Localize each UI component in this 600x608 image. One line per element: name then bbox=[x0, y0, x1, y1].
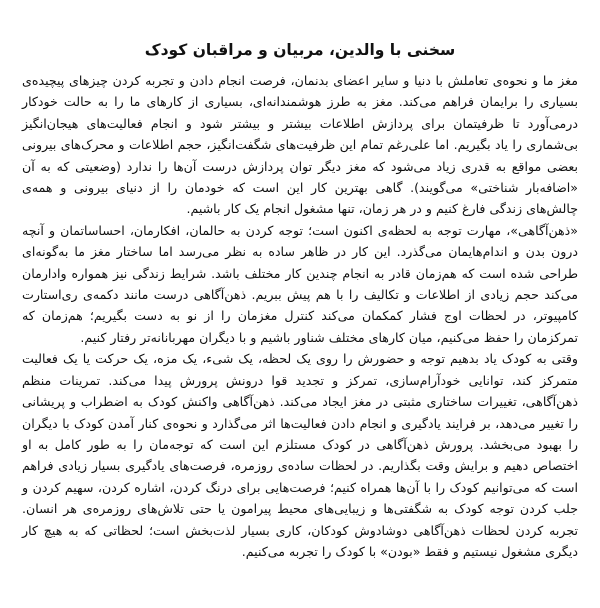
page-title: سخنی با والدین، مربیان و مراقبان کودک bbox=[144, 41, 456, 59]
paragraph: وقتی به کودک یاد بدهیم توجه و حضورش را روی یک لحظه، یک شیء، یک مزه، یک حرکت یا یک فعالیت متمرکز کند، توانایی خودآرام‌سازی، تمرکز و تجدید قوا درونش پرورش پیدا می‌کند. تمرینات منظم ذهن‌آگاهی، تغییرات ساختاری مثبتی در مغز ایجاد می‌کند. ذهن‌آگاهی واکنش کودک به اضطراب و پریشانی را تغییر می‌دهد، بر فرایند یادگیری و انجام دادن فعالیت‌ها اثر می‌گذارد و نحوه‌ی کنار آمدن کودک با دیگران را بهبود می‌بخشد. پرورش ذهن‌آگاهی در کودک مستلزم این است که توجه‌مان را به طور کامل به او اختصاص دهیم و برایش وقت بگذاریم. در لحظات ساده‌ی روزمره، فرصت‌های یادگیری بسیار زیادی فراهم است که می‌توانیم کودک را با آن‌ها همراه کنیم؛ فرصت‌هایی برای درنگ کردن، اشاره کردن، سهیم کردن و جلب کردن توجه کودک به شگفتی‌ها و زیبایی‌های محیط پیرامون یا حتی تلاش‌های روزمره‌ی هر انسان. تجربه کردن لحظات ذهن‌آگاهی دوشادوش کودکان، کاری بسیار لذت‌بخش است؛ لحظاتی که به هیچ کار دیگری مشغول نیستیم و فقط «بودن» با کودک را تجربه می‌کنیم. bbox=[22, 351, 578, 559]
paragraph: مغز ما و نحوه‌ی تعاملش با دنیا و سایر اعضای بدنمان، فرصت انجام دادن و تجربه کردن چیزهای پیچیده‌ی بسیاری را برایمان فراهم می‌کند. مغز به طرز هوشمندانه‌ای، بسیاری از کارهای ما را به حالت خودکار درمی‌آورد تا ظرفیتمان برای پردازش اطلاعات بیشتر و بیشتر شود و انجام فعالیت‌های هیجان‌انگیز بی‌شماری را یاد بگیریم. اما علی‌رغم تمام این ظرفیت‌های شگفت‌انگیز، حجم اطلاعات و محرک‌های بیرونی بعضی مواقع به قدری زیاد می‌شود که مغز دیگر توان پردازش درست آن‌ها را ندارد (وضعیتی که به آن «اضافه‌بار شناختی» می‌گویند). گاهی بهترین کار این است که خودمان را از دنیای بیرونی و همه‌ی چالش‌های زندگی فارغ کنیم و در هر زمان، تنها مشغول انجام یک کار باشیم. bbox=[22, 73, 578, 217]
body-text bbox=[22, 70, 578, 562]
paragraph: «ذهن‌آگاهی»، مهارت توجه به لحظه‌ی اکنون است؛ توجه کردن به حالمان، افکارمان، احساساتمان و آنچه درون بدن و اندام‌هایمان می‌گذرد. این کار در ظاهر ساده به نظر می‌رسد اما ساختار مغز ما به‌گونه‌ای طراحی شده است که هم‌زمان قادر به انجام چندین کار مختلف باشد. شرایط زندگی نیز همواره وادارمان می‌کند حجم زیادی از اطلاعات و تکالیف را با هم پیش ببریم. ذهن‌آگاهی درست مانند دکمه‌ی ری‌استارت کامپیوتر، در لحظات اوج فشار کمکمان می‌کند کنترل مغزمان را از نو به دست بگیریم؛ هم‌زمان که تمرکزمان را حفظ می‌کنیم، میان کارهای مختلف شناور باشیم و با دیگران مهربانانه‌تر رفتار کنیم. bbox=[22, 222, 578, 345]
